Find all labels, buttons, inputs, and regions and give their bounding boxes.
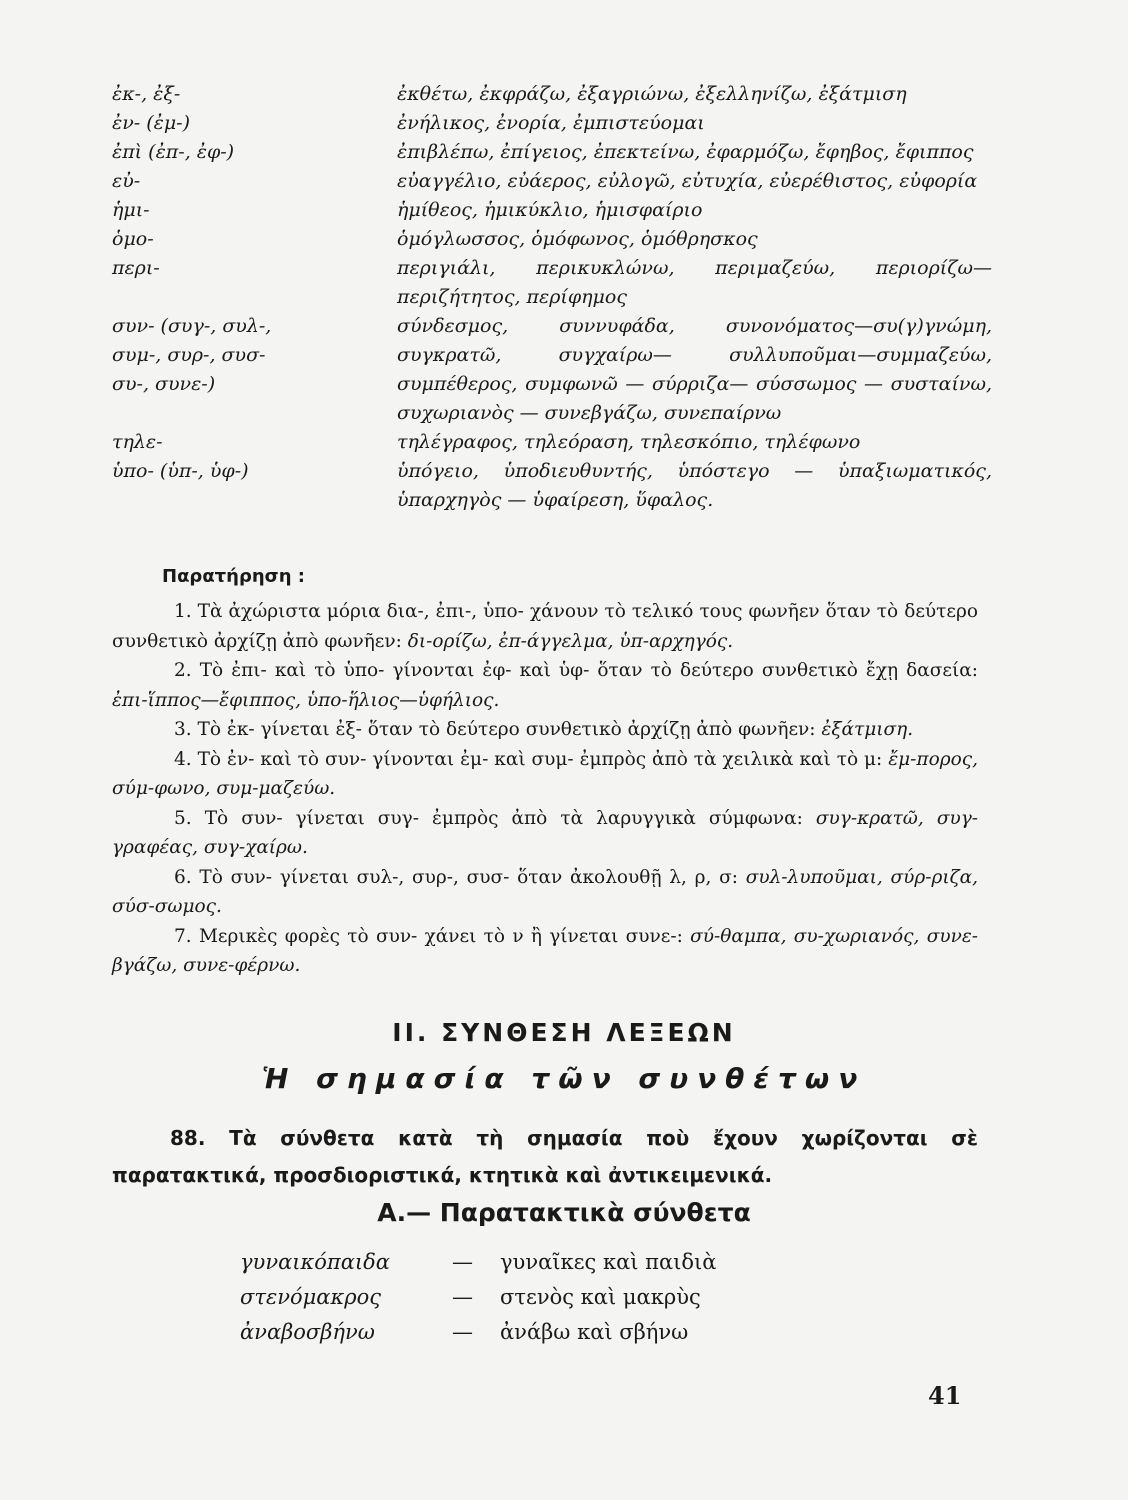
prefix-row [112,167,992,196]
note-item: 6. Τὸ συν- γίνεται συλ-, συρ-, συσ- ὅταν ἀκολουθῇ λ, ρ, σ: συλ-λυποῦμαι, σύρ-ριζα, σύσ-σωμος. [112,866,978,917]
prefix-label: συν- (συγ-, συλ-, συμ-, συρ-, συσ- συ-, συνε-) [112,315,272,395]
prefix-label: ἐν- (ἐμ-) [112,112,190,134]
prefix-label: ἐπὶ (ἐπ-, ἐφ-) [112,141,235,163]
compound-dash: — [452,1285,473,1309]
prefix-examples: τηλέγραφος, τηλεόραση, τηλεσκόπιο, τηλέφωνο [397,431,861,453]
compound-list [240,1245,840,1350]
prefix-label: ὑπο- (ὑπ-, ὑφ-) [112,460,249,482]
note-item: 1. Τὰ ἀχώριστα μόρια δια-, ἐπι-, ὑπο- χάνουν τὸ τελικό τους φωνῆεν ὅταν τὸ δεύτερο συνθετικὸ ἀρχίζῃ ἀπὸ φωνῆεν: δι-ορίζω, ἐπ-άγγελμα, ὑπ-αρχηγός. [112,601,978,652]
compound-meaning: στενὸς καὶ μακρὺς [500,1285,701,1309]
note-item: 4. Τὸ ἐν- καὶ τὸ συν- γίνονται ἐμ- καὶ συμ- ἐμπρὸς ἀπὸ τὰ χειλικὰ καὶ τὸ μ: ἔμ-πορος, σύμ-φωνο, συμ-μαζεύω. [112,748,978,799]
prefix-row [112,225,992,254]
prefix-examples: ἡμίθεος, ἡμικύκλιο, ἡμισφαίριο [397,199,703,221]
note-item: 5. Τὸ συν- γίνεται συγ- ἐμπρὸς ἀπὸ τὰ λαρυγγικὰ σύμφωνα: συγ-κρατῶ, συγ-γραφέας, συγ-χαίρω. [112,807,978,858]
prefix-label: εὐ- [112,170,141,192]
prefix-examples: ἐπιβλέπω, ἐπίγειος, ἐπεκτείνω, ἐφαρμόζω, ἔφηβος, ἔφιππος [397,141,974,163]
compound-row [240,1315,840,1350]
compound-row [240,1280,840,1315]
prefix-row [112,312,992,428]
prefix-examples: περιγιάλι, περικυκλώνω, περιμαζεύω, περιορίζω—περιζήτητος, περίφημος [397,257,992,308]
prefix-row [112,109,992,138]
compound-dash: — [452,1320,473,1344]
compound-meaning: ἀνάβω καὶ σβήνω [500,1320,689,1344]
note-item: 3. Τὸ ἐκ- γίνεται ἐξ- ὅταν τὸ δεύτερο συνθετικὸ ἀρχίζῃ ἀπὸ φωνῆεν: ἐξάτμιση. [174,719,914,740]
compound-meaning: γυναῖκες καὶ παιδιὰ [500,1250,717,1274]
prefix-label: ἡμι- [112,199,150,221]
subsection-title: Α.— Παρατακτικὰ σύνθετα [377,1198,751,1227]
prefix-row [112,457,992,515]
note-title: Παρατήρηση : [162,566,305,587]
prefix-examples: ὁμόγλωσσος, ὁμόφωνος, ὁμόθρησκος [397,228,758,250]
prefix-label: ἐκ-, ἐξ- [112,83,181,105]
prefix-row [112,138,992,167]
prefix-examples: σύνδεσμος, συννυφάδα, συνονόματος—συ(γ)γνώμη, συγκρατῶ, συγχαίρω— συλλυποῦμαι—συμμαζεύω, συμπέθερος, συμφωνῶ — σύρριζα— σύσσωμος — συσταίνω, συχωριανὸς — συνεβγάζω, συνεπαίρνω [397,315,992,424]
prefix-row [112,80,992,109]
note-item: 2. Τὸ ἐπι- καὶ τὸ ὑπο- γίνονται ἐφ- καὶ ὑφ- ὅταν τὸ δεύτερο συνθετικὸ ἔχῃ δασεία: ἐπι-ἵππος—ἔφιππος, ὑπο-ἥλιος—ὑφήλιος. [112,660,978,711]
prefix-examples: ἐνήλικος, ἐνορία, ἐμπιστεύομαι [397,112,705,134]
section-title: II. ΣΥΝΘΕΣΗ ΛΕΞΕΩΝ [392,1018,736,1047]
notes-list [112,597,978,981]
paragraph-88: 88. Τὰ σύνθετα κατὰ τὴ σημασία ποὺ ἔχουν χωρίζονται σὲ παρατακτικά, προσδιοριστικά, κτητικὰ καὶ ἀντικειμενικά. [112,1126,978,1187]
prefix-label: περι- [112,257,160,279]
prefix-examples: ἐκθέτω, ἐκφράζω, ἐξαγριώνω, ἐξελληνίζω, ἐξάτμιση [397,83,907,105]
page-number: 41 [928,1381,962,1410]
prefix-label: τηλε- [112,431,163,453]
prefix-examples: εὐαγγέλιο, εὐάερος, εὐλογῶ, εὐτυχία, εὐερέθιστος, εὐφορία [397,170,978,192]
note-item: 7. Μερικὲς φορὲς τὸ συν- χάνει τὸ ν ἢ γίνεται συνε-: σύ-θαμπα, συ-χωριανός, συνε-βγάζω, συνε-φέρνω. [112,925,978,976]
prefix-row [112,196,992,225]
prefix-label: ὁμο- [112,228,154,250]
prefix-table [112,80,992,515]
compound-row [240,1245,840,1280]
compound-word: στενόμακρος [240,1285,381,1309]
compound-dash: — [452,1250,473,1274]
prefix-examples: ὑπόγειο, ὑποδιευθυντής, ὑπόστεγο — ὑπαξιωματικός, ὑπαρχηγὸς — ὑφαίρεση, ὕφαλος. [397,460,992,511]
compound-word: ἀναβοσβήνω [240,1320,375,1344]
prefix-row [112,428,992,457]
section-subtitle: Ἡ σημασία τῶν συνθέτων [261,1062,867,1095]
compound-word: γυναικόπαιδα [240,1250,390,1274]
prefix-row [112,254,992,312]
